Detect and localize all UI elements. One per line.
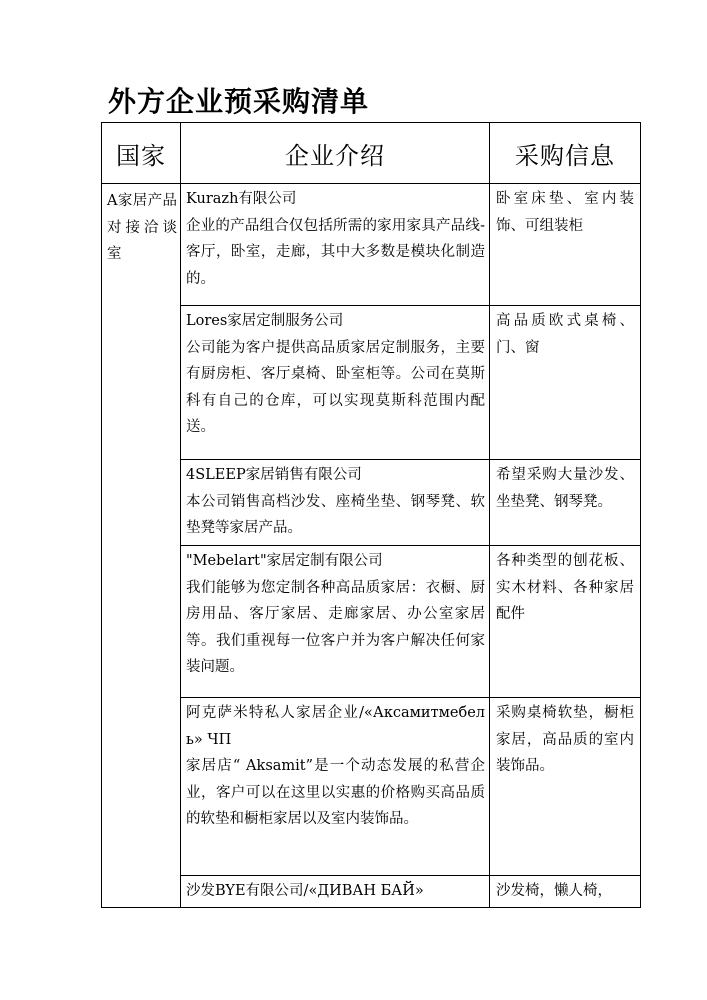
page-title: 外方企业预采购清单 <box>108 85 370 118</box>
table-row <box>102 306 641 460</box>
company-description: 企业的产品组合仅包括所需的家用家具产品线-客厅，卧室，走廊，其中大多数是模块化制造的。 <box>186 217 485 287</box>
intro-cell <box>181 876 490 908</box>
company-name: 4SLEEP家居销售有限公司 <box>186 467 362 483</box>
purchase-info: 沙发椅，懒人椅， <box>496 883 612 899</box>
purchase-info: 各种类型的刨花板、实木材料、各种家居配件 <box>496 553 634 622</box>
purchase-cell <box>490 460 641 546</box>
table-row <box>102 460 641 546</box>
country-cell <box>102 184 181 908</box>
purchase-info: 采购桌椅软垫，橱柜家居，高品质的室内装饰品。 <box>496 705 634 774</box>
company-name: 沙发BYE有限公司/«ДИВАН БАЙ» <box>186 883 424 899</box>
header-intro: 企业介绍 <box>181 123 490 184</box>
table-header-row <box>102 123 641 184</box>
header-country: 国家 <box>102 123 181 184</box>
purchase-info: 高品质欧式桌椅、门、窗 <box>496 313 634 356</box>
purchase-info: 卧室床垫、室内装饰、可组装柜 <box>496 191 634 234</box>
company-description: 我们能够为您定制各种高品质家居：衣橱、厨房用品、客厅家居、走廊家居、办公室家居等。我们重视每一位客户并为客户解决任何家装问题。 <box>186 579 485 675</box>
table-row <box>102 876 641 908</box>
purchase-cell <box>490 876 641 908</box>
purchase-info: 希望采购大量沙发、坐垫凳、钢琴凳。 <box>496 467 634 510</box>
table-row <box>102 698 641 876</box>
table-row <box>102 546 641 698</box>
intro-cell <box>181 546 490 698</box>
procurement-table <box>101 122 641 908</box>
company-name: Kurazh有限公司 <box>186 191 297 207</box>
purchase-cell <box>490 546 641 698</box>
intro-cell <box>181 306 490 460</box>
company-name: 阿克萨米特私人家居企业/«Аксамитмебель» ЧП <box>186 705 485 748</box>
company-description: 本公司销售高档沙发、座椅坐垫、钢琴凳、软垫凳等家居产品。 <box>186 493 485 536</box>
header-purchase: 采购信息 <box>490 123 641 184</box>
company-name: "Mebelart"家居定制有限公司 <box>186 553 383 569</box>
purchase-cell <box>490 698 641 876</box>
table-row <box>102 184 641 306</box>
company-description: 公司能为客户提供高品质家居定制服务，主要有厨房柜、客厅桌椅、卧室柜等。公司在莫斯科有自己的仓库，可以实现莫斯科范围内配送。 <box>186 339 485 435</box>
purchase-cell <box>490 184 641 306</box>
intro-cell <box>181 184 490 306</box>
company-name: Lores家居定制服务公司 <box>186 313 344 329</box>
intro-cell <box>181 460 490 546</box>
intro-cell <box>181 698 490 876</box>
country-label: A家居产品对接洽谈室 <box>107 193 177 262</box>
purchase-cell <box>490 306 641 460</box>
company-description: 家居店“ Aksamit”是一个动态发展的私营企业，客户可以在这里以实惠的价格购买高品质的软垫和橱柜家居以及室内装饰品。 <box>186 758 485 827</box>
